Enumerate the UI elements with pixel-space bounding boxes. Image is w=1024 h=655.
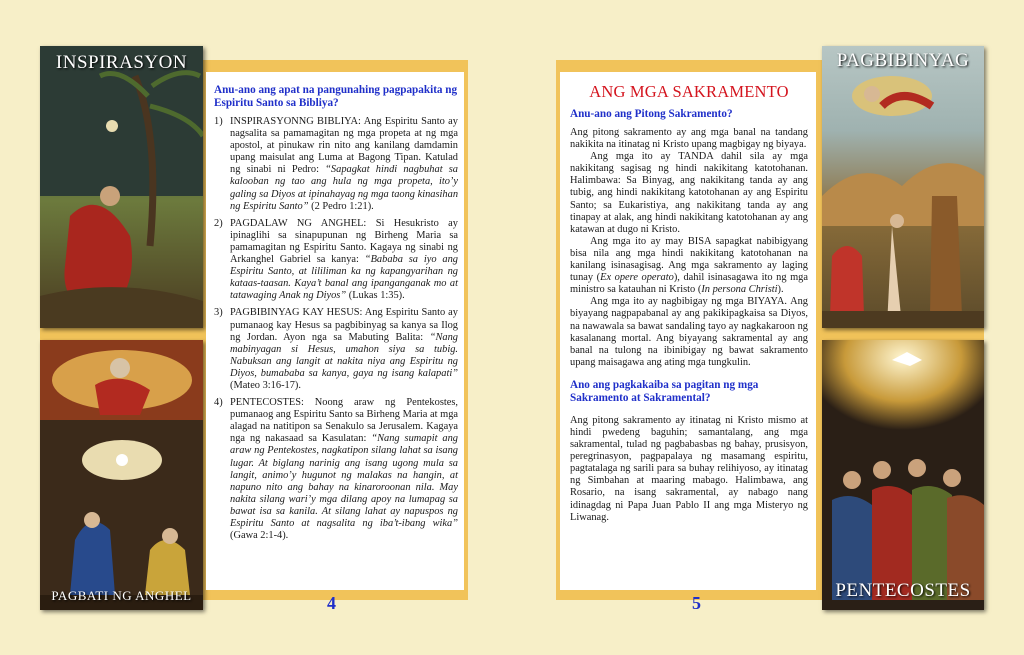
item-text bbox=[230, 397, 458, 542]
para-plain: ), dahil isinasagawa ito ng mga ministro sa katauhan ni Kristo ( bbox=[570, 272, 808, 296]
baptism-caption: PAGBIBINYAG bbox=[836, 50, 970, 71]
baptism-painting bbox=[822, 46, 984, 328]
item-quote: “Nang sumapit ang araw ng Pentekostes, nagkatipon silang lahat sa isang lugar. At biglang narinig ang isang ugong mula sa langit, animo’y hugunot ng malakas na hangin, at napuno nito ang bahay na kinaroroonan nila. May nakita silang wari’y mga dilang apoy na lumapag sa bawat isa sa kanila. At silang lahat ay napuspos ng Espiritu Santo at nagsalita ng iba’t-ibang wika” bbox=[230, 433, 458, 529]
list-item bbox=[214, 218, 458, 303]
paragraph: Ang pitong sakramento ay ang mga banal na tandang nakikita na itinatag ni Kristo upang magbigay ng biyaya. bbox=[570, 127, 808, 151]
paragraph: Ang mga ito ay nagbibigay ng mga BIYAYA. Ang biyayang nagpapabanal ay ang pakikipagkaisa sa Diyos, na nawawala sa bawat sandaling tayo ay nagkakaroon ng kasalanang mortal. Ang biyayang sakramental ay ang banal na tulong na ibinibigay ng bawat sakramento upang maisagawa ang ating mga tungkulin. bbox=[570, 296, 808, 368]
list-item bbox=[214, 116, 458, 213]
annunciation-painting bbox=[40, 340, 203, 610]
inspiration-painting-art bbox=[40, 46, 203, 328]
paragraph: Ang mga ito ay TANDA dahil sila ay mga nakikitang sagisag ng hindi nakikitang katotohanan. Halimbawa: Sa Binyag, ang nakikitang tanda ay ang tubig, ang hindi nakikitang katotohanan ay ang Espiritu Santo; sa Eukaristiya, ang nakikitang tanda ay ang tinapay at alak, ang hindi nakikitang katotohanan ay ang katawan at dugo ni Kristo. bbox=[570, 151, 808, 235]
left-text-panel bbox=[206, 72, 464, 590]
left-items-list bbox=[214, 116, 458, 542]
item-number: 1) bbox=[214, 116, 223, 127]
item-plain: INSPIRASYONNG BIBLIYA: Ang Espiritu Santo ay nagsalita sa pamamagitan ng mga propeta at ng mga apostol, at pinukaw rin nito ang kanilang damdamin upang maisulat ang Luma at Bagong Tipan. Katulad ng sinabi ni Pedro: bbox=[230, 116, 458, 176]
item-text bbox=[230, 307, 458, 392]
annunciation-painting-art bbox=[40, 340, 203, 610]
item-ref: (Lukas 1:35). bbox=[346, 290, 405, 302]
item-text bbox=[230, 218, 458, 303]
item-number: 2) bbox=[214, 217, 223, 229]
item-plain: PENTECOSTES: Noong araw ng Pentekostes, pumanaog ang Espiritu Santo sa Birheng Maria at mga alagad na natitipon sa Senakulo sa Jerusalem. Kagaya nga ng nakasaad sa Kasulatan: bbox=[230, 397, 458, 445]
difference-heading: Ano ang pagkakaiba sa pagitan ng mga Sakramento at Sakramental? bbox=[570, 378, 759, 404]
para-plain: Ang mga ito ay may BISA sapagkat nabibigyang bisa nila ang mga hindi nakikitang katotohanan na kanilang isinasagisag. Ang mga sakramento ay laging tunay ( bbox=[570, 235, 808, 284]
annunciation-caption: PAGBATI NG ANGHEL bbox=[51, 588, 192, 603]
inspiration-caption: INSPIRASYON bbox=[55, 52, 188, 73]
paragraph bbox=[570, 236, 808, 296]
left-page-number: 4 bbox=[327, 593, 336, 613]
item-ref: (Gawa 2:1-4). bbox=[230, 530, 289, 542]
left-question-heading: Anu-ano ang apat na pangunahing pagpapakita ng Espiritu Santo sa Bibliya? bbox=[214, 84, 458, 109]
item-number: 3) bbox=[214, 307, 223, 319]
item-quote: “Nang mabinyagan si Hesus, umahon siya sa tubig. Nabuksan ang langit at nakita niya ang Espiritu ng Diyos, bumababa sa kanya, gaya ng isang kalapati” bbox=[230, 331, 458, 379]
item-text bbox=[230, 116, 458, 213]
item-plain: PAGDALAW NG ANGHEL: Si Hesukristo ay ipinaglihi sa sinapupunan ng Birheng Maria sa pamamagitan ng Espiritu Santo. Kagaya ng sinabi ng Arkanghel Gabriel sa kanya: bbox=[230, 217, 458, 266]
para-plain: ). bbox=[777, 284, 784, 296]
item-number: 4) bbox=[214, 397, 223, 409]
difference-paragraph bbox=[570, 415, 808, 524]
para-latin: In persona Christi bbox=[701, 284, 778, 296]
item-quote: “Bababa sa iyo ang Espiritu Santo, at lililiman ka ng kapangyarihan ng kataas-taasan. Kaya’t banal ang ipanganganak mo at tatawaging Anak ng Diyos” bbox=[230, 254, 458, 302]
seven-sacraments-heading: Anu-ano ang Pitong Sakramento? bbox=[570, 108, 733, 120]
item-quote: “Sapagkat hindi nagbuhat sa kalooban ng tao ang hula ng mga propeta, ito’y galing sa Diyos at ipinahayag ng mga taong kinasihan ng Espiritu Santo” bbox=[230, 164, 459, 212]
pentecost-painting-art bbox=[822, 340, 984, 610]
item-ref: (Mateo 3:16-17). bbox=[230, 379, 301, 391]
right-text-panel bbox=[560, 72, 816, 590]
pentecost-caption: PENTECOSTES bbox=[835, 580, 971, 601]
paragraph: Ang pitong sakramento ay itinatag ni Kristo mismo at hindi pwedeng baguhin; samantalang, ang mga sakramental, tulad ng pagbabasbas ng bahay, prusisyon, peregrinasyon, pagpapalaya ng masamang espiritu, pagtatalaga ng sarili para sa buhay relihiyoso, ay itinatag ng Simbahan at maaring mabago. Halimbawa, ang Rosario, na isang sakramental, ay nabago nang idinagdag ni Papa Juan Pablo II ang mga Misteryo ng Liwanag. bbox=[570, 414, 808, 523]
baptism-painting-art bbox=[822, 46, 984, 328]
para-latin: Ex opere operato bbox=[600, 272, 674, 284]
inspiration-painting bbox=[40, 46, 203, 328]
pentecost-painting bbox=[822, 340, 984, 610]
list-item bbox=[214, 397, 458, 542]
item-plain: PAGBIBINYAG KAY HESUS: Ang Espiritu Santo ay pumanaog kay Hesus sa pagbibinyag sa kanya sa Ilog ng Jordan. Ayon nga sa Mabuting Balita: bbox=[230, 307, 458, 343]
sacraments-title: ANG MGA SAKRAMENTO bbox=[589, 82, 789, 101]
sacraments-paragraphs bbox=[570, 127, 808, 369]
item-ref: (2 Pedro 1:21). bbox=[308, 200, 374, 212]
list-item bbox=[214, 307, 458, 392]
right-page-number: 5 bbox=[692, 593, 701, 613]
